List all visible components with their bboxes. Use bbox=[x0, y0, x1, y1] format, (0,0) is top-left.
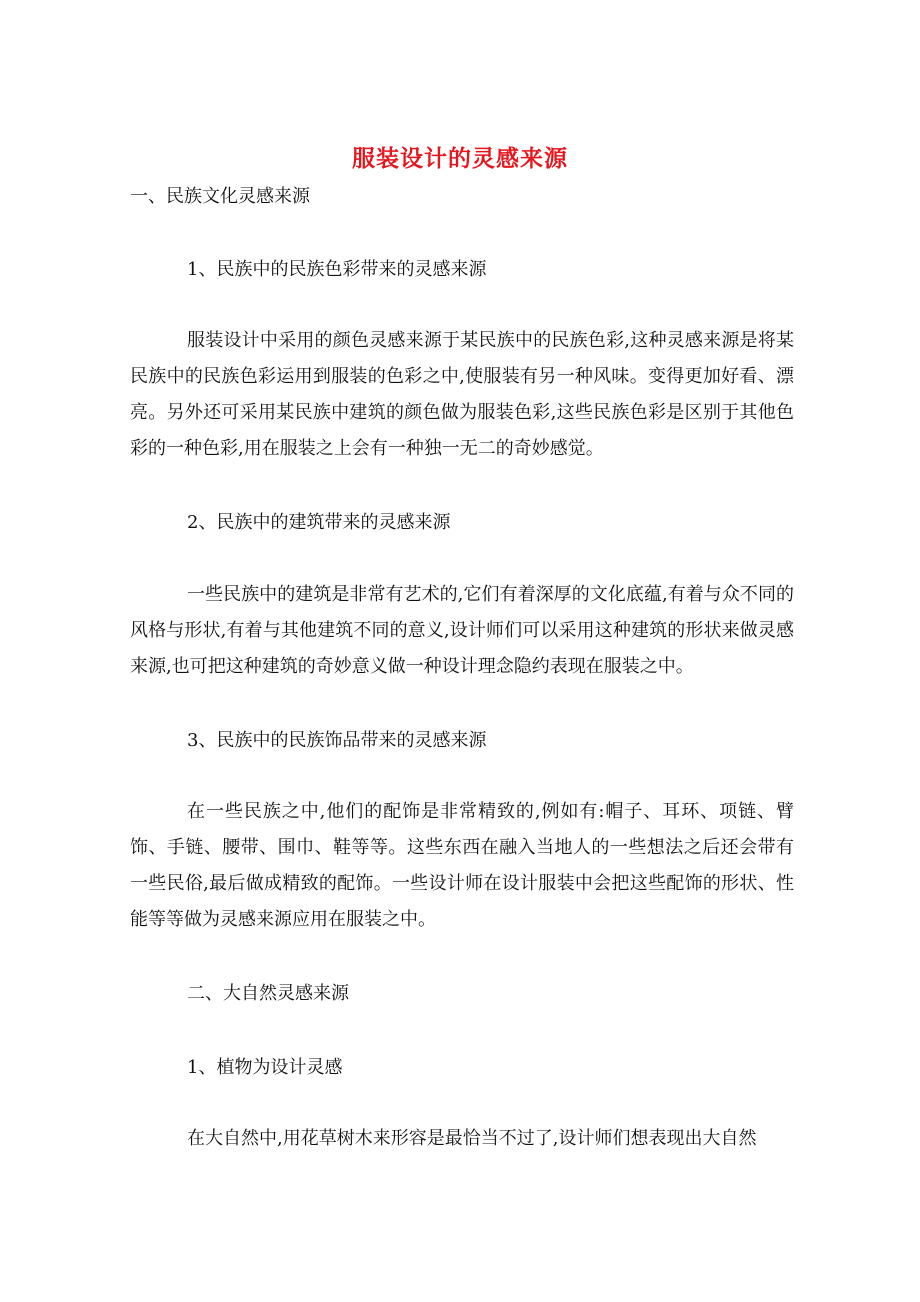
paragraph-plants: 在大自然中,用花草树木来形容是最恰当不过了,设计师们想表现出大自然 bbox=[187, 1128, 757, 1149]
section-heading-nature: 二、大自然灵感来源 bbox=[187, 983, 349, 1004]
paragraph-ethnic-colors: 服装设计中采用的颜色灵感来源于某民族中的民族色彩,这种灵感来源是将某民族中的民族色彩运用到服装的色彩之中,使服装有另一种风味。变得更加好看、漂亮。另外还可采用某民族中建筑的颜色做为服装色彩,这些民族色彩是区别于其他色彩的一种色彩,用在服装之上会有一种独一无二的奇妙感觉。 bbox=[130, 330, 794, 459]
subheading-plants: 1、植物为设计灵感 bbox=[187, 1057, 343, 1078]
document-title: 服装设计的灵感来源 bbox=[352, 146, 568, 172]
paragraph-ethnic-architecture: 一些民族中的建筑是非常有艺术的,它们有着深厚的文化底蕴,有着与众不同的风格与形状,有着与其他建筑不同的意义,设计师们可以采用这种建筑的形状来做灵感来源,也可把这种建筑的奇妙意义做一种设计理念隐约表现在服装之中。 bbox=[130, 584, 794, 677]
section-heading-ethnic-culture: 一、民族文化灵感来源 bbox=[130, 186, 310, 207]
subheading-ethnic-accessories: 3、民族中的民族饰品带来的灵感来源 bbox=[187, 730, 487, 751]
subheading-ethnic-colors: 1、民族中的民族色彩带来的灵感来源 bbox=[187, 259, 487, 280]
subheading-ethnic-architecture: 2、民族中的建筑带来的灵感来源 bbox=[187, 512, 451, 533]
paragraph-ethnic-accessories: 在一些民族之中,他们的配饰是非常精致的,例如有:帽子、耳环、项链、臂饰、手链、腰带、围巾、鞋等等。这些东西在融入当地人的一些想法之后还会带有一些民俗,最后做成精致的配饰。一些设计师在设计服装中会把这些配饰的形状、性能等等做为灵感来源应用在服装之中。 bbox=[130, 801, 794, 930]
